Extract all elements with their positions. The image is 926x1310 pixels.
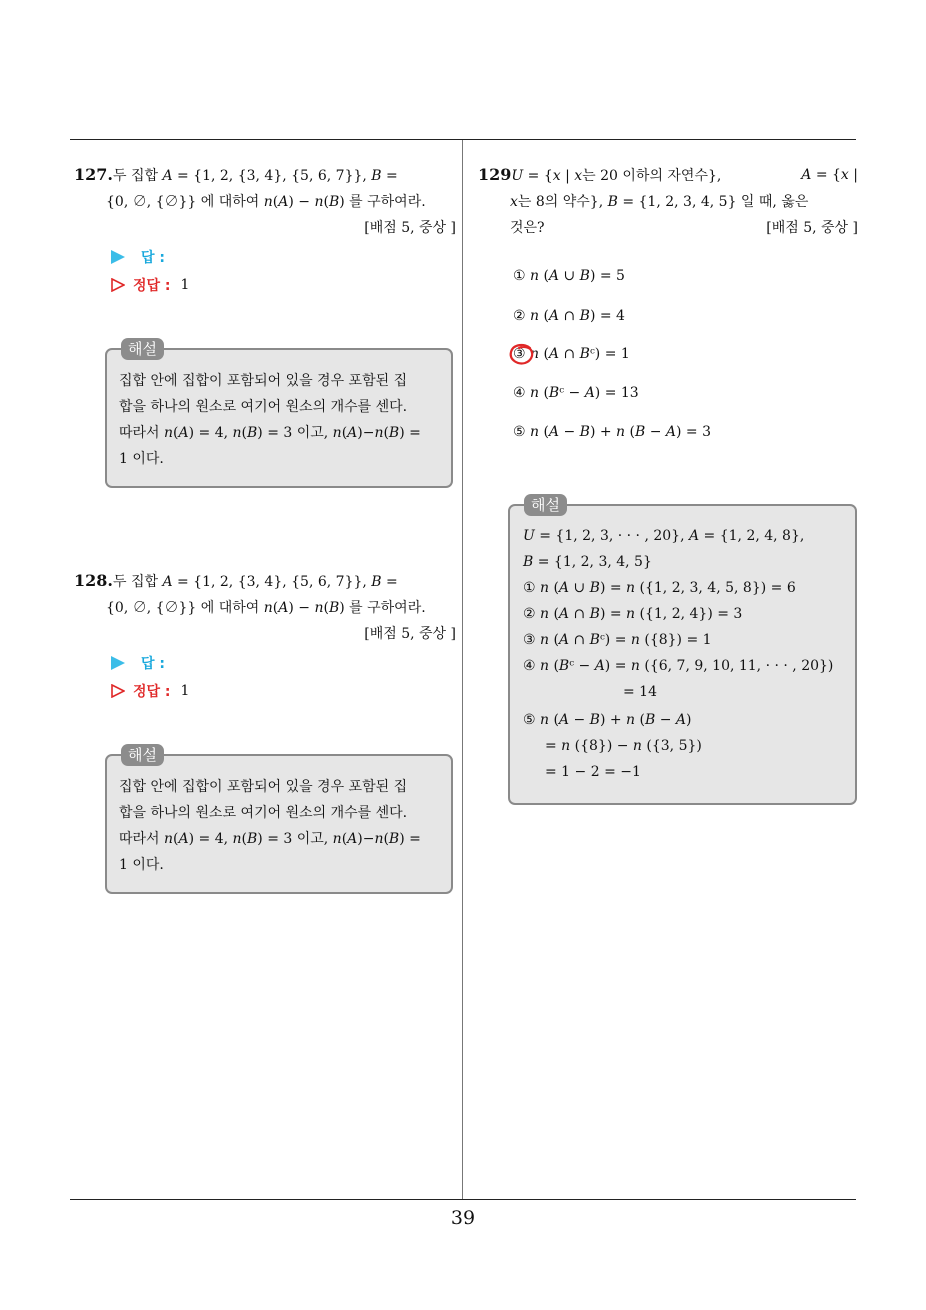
- solution-line: 따라서 𝑛(𝐴) = 4, 𝑛(𝐵) = 3 이고, 𝑛(𝐴)−𝑛(𝐵) =: [119, 425, 421, 441]
- solution-line: = 14: [623, 684, 657, 700]
- choice-4: ④ 𝑛 (𝐵ᶜ − 𝐴) = 13: [513, 385, 639, 401]
- solution-line: 합을 하나의 원소로 여기어 원소의 개수를 센다.: [119, 805, 408, 821]
- problem-text: 것은?: [510, 220, 545, 236]
- correct-value: 1: [180, 683, 190, 699]
- solution-line: 집합 안에 집합이 포함되어 있을 경우 포함된 집: [119, 373, 408, 389]
- problem-text: 𝐴 = {𝑥 |: [801, 167, 858, 183]
- problem-129-score: [배점 5, 중상 ]: [766, 220, 858, 236]
- problem-number: 129: [478, 165, 512, 184]
- solution-line: 1 이다.: [119, 451, 164, 467]
- filled-triangle-icon: [111, 656, 125, 670]
- solution-box-129: [508, 496, 857, 805]
- solution-box-127: [105, 340, 453, 488]
- choice-1: ① 𝑛 (𝐴 ∪ 𝐵) = 5: [513, 268, 625, 284]
- solution-line: = 𝑛 ({8}) − 𝑛 ({3, 5}): [545, 738, 702, 754]
- problem-127-score: [배점 5, 중상 ]: [364, 220, 456, 236]
- problem-127-line-1: [74, 162, 456, 189]
- outline-triangle-icon: [111, 278, 125, 292]
- choice-5: ⑤ 𝑛 (𝐴 − 𝐵) + 𝑛 (𝐵 − 𝐴) = 3: [513, 424, 712, 440]
- solution-tab: 해설: [524, 494, 567, 516]
- problem-129-line-3: [478, 215, 858, 241]
- answer-label: 답 :: [141, 250, 165, 266]
- answer-label: 답 :: [141, 656, 165, 672]
- problem-128-line-2: {0, ∅, {∅}} 에 대하여 𝑛(𝐴) − 𝑛(𝐵) 를 구하여라.: [106, 600, 426, 616]
- problem-128: [74, 568, 456, 647]
- solution-line: 𝐵 = {1, 2, 3, 4, 5}: [523, 554, 652, 570]
- bottom-rule: [70, 1199, 856, 1200]
- correct-row-128: [111, 681, 189, 701]
- page-number: 39: [450, 1207, 476, 1229]
- solution-text: [523, 523, 833, 785]
- problem-127-line-2: {0, ∅, {∅}} 에 대하여 𝑛(𝐴) − 𝑛(𝐵) 를 구하여라.: [106, 194, 426, 210]
- problem-text: 두 집합 𝐴 = {1, 2, {3, 4}, {5, 6, 7}}, 𝐵 =: [112, 168, 398, 184]
- top-rule: [70, 139, 856, 140]
- solution-line: 합을 하나의 원소로 여기어 원소의 개수를 센다.: [119, 399, 408, 415]
- correct-label: 정답 :: [133, 684, 171, 700]
- choice-2: ② 𝑛 (𝐴 ∩ 𝐵) = 4: [513, 308, 625, 324]
- filled-triangle-icon: [111, 250, 125, 264]
- solution-line: ④ 𝑛 (𝐵ᶜ − 𝐴) = 𝑛 ({6, 7, 9, 10, 11, · · · , 20}): [523, 658, 834, 674]
- problem-number: 127.: [74, 165, 113, 184]
- solution-line: ① 𝑛 (𝐴 ∪ 𝐵) = 𝑛 ({1, 2, 3, 4, 5, 8}) = 6: [523, 580, 796, 596]
- answer-row-127: [111, 247, 165, 267]
- problem-text: 두 집합 𝐴 = {1, 2, {3, 4}, {5, 6, 7}}, 𝐵 =: [112, 574, 398, 590]
- solution-line: 따라서 𝑛(𝐴) = 4, 𝑛(𝐵) = 3 이고, 𝑛(𝐴)−𝑛(𝐵) =: [119, 831, 421, 847]
- outline-triangle-icon: [111, 684, 125, 698]
- solution-line: ② 𝑛 (𝐴 ∩ 𝐵) = 𝑛 ({1, 2, 4}) = 3: [523, 606, 743, 622]
- red-circle-mark-icon: [508, 343, 536, 371]
- correct-row-127: [111, 275, 189, 295]
- solution-text: [119, 368, 421, 472]
- problem-128-score: [배점 5, 중상 ]: [364, 626, 456, 642]
- column-divider: [462, 140, 463, 1200]
- solution-line: 1 이다.: [119, 857, 164, 873]
- solution-line: = 1 − 2 = −1: [545, 764, 641, 780]
- choice-3: ③ 𝑛 (𝐴 ∩ 𝐵ᶜ) = 1: [513, 346, 630, 362]
- problem-129: [478, 162, 858, 241]
- solution-line: ⑤ 𝑛 (𝐴 − 𝐵) + 𝑛 (𝐵 − 𝐴): [523, 712, 692, 728]
- solution-line: 𝑈 = {1, 2, 3, · · · , 20}, 𝐴 = {1, 2, 4, 8},: [523, 528, 805, 544]
- solution-line: ③ 𝑛 (𝐴 ∩ 𝐵ᶜ) = 𝑛 ({8}) = 1: [523, 632, 712, 648]
- problem-number: 128.: [74, 571, 113, 590]
- problem-127: [74, 162, 456, 241]
- solution-tab: 해설: [121, 338, 164, 360]
- solution-text: [119, 774, 421, 878]
- problem-128-line-1: [74, 568, 456, 595]
- correct-value: 1: [180, 277, 190, 293]
- problem-129-line-2: 𝑥는 8의 약수}, 𝐵 = {1, 2, 3, 4, 5} 일 때, 옳은: [510, 194, 809, 210]
- problem-text: 𝑈 = {𝑥 | 𝑥는 20 이하의 자연수},: [511, 168, 722, 184]
- answer-row-128: [111, 653, 165, 673]
- solution-line: 집합 안에 집합이 포함되어 있을 경우 포함된 집: [119, 779, 408, 795]
- correct-label: 정답 :: [133, 278, 171, 294]
- solution-box-128: [105, 746, 453, 894]
- problem-129-line-1: [478, 162, 858, 189]
- solution-tab: 해설: [121, 744, 164, 766]
